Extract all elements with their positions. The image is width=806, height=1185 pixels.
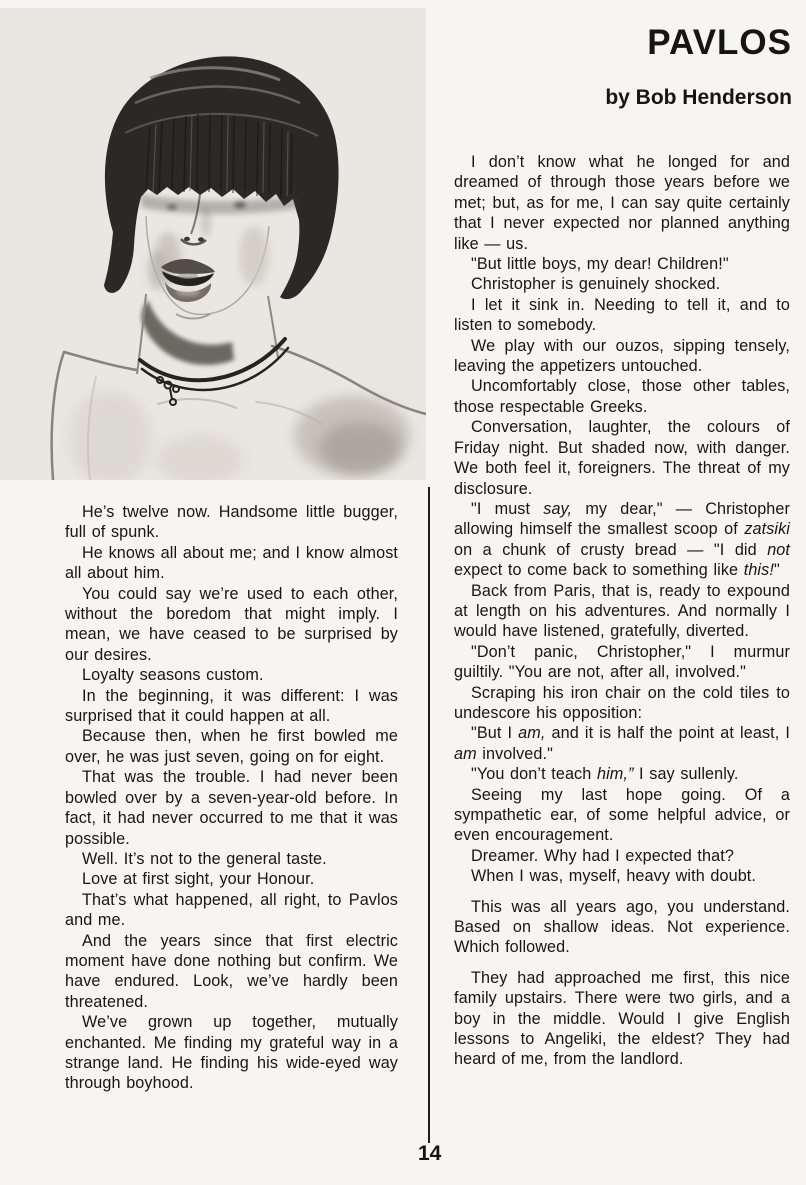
body-text: We play with our ouzos, sipping tensely, leaving the appetizers untouched. — [454, 336, 790, 376]
paragraph — [65, 543, 398, 584]
paragraph — [454, 417, 790, 499]
paragraph — [454, 295, 790, 336]
body-text: " — [773, 561, 780, 580]
body-text: He knows all about me; and I know almost all about him. — [65, 543, 398, 583]
body-text: involved." — [476, 744, 553, 763]
body-text: and it is half the point at least, I — [545, 724, 790, 743]
paragraph — [65, 1012, 398, 1094]
body-text: And the years since that first electric moment have done nothing but confirm. We have endured. Look, we’ve hardly been threatened. — [65, 931, 398, 1011]
boy-portrait-illustration — [0, 8, 426, 480]
paragraph — [454, 723, 790, 764]
body-text: Well. It’s not to the general taste. — [82, 849, 327, 868]
paragraph — [65, 767, 398, 849]
body-text: This was all years ago, you understand. Based on shallow ideas. Not experience. Which followed. — [454, 897, 790, 957]
body-text: Uncomfortably close, those other tables, those respectable Greeks. — [454, 377, 790, 416]
paragraph — [65, 931, 398, 1013]
body-text: Seeing my last hope going. Of a sympathetic ear, of some helpful advice, or even encouragement. — [454, 785, 790, 845]
paragraph — [454, 274, 790, 294]
right-text-column — [454, 152, 790, 1070]
paragraph — [454, 846, 790, 866]
body-text: You could say we’re used to each other, without the boredom that might imply. I mean, we have ceased to be surprised by our desires. — [65, 584, 398, 664]
body-text: When I was, myself, heavy with doubt. — [471, 867, 757, 886]
italic-text: am, — [518, 724, 546, 743]
body-text: That’s what happened, all right, to Pavlos and me. — [65, 890, 398, 930]
body-text: I say sullenly. — [633, 765, 739, 784]
body-text: expect to come back to something like — [454, 561, 744, 580]
paragraph — [454, 785, 790, 846]
body-text: We’ve grown up together, mutually enchanted. Me finding my grateful way in a strange land. He finding his wide-eyed way through boyhood. — [65, 1013, 398, 1093]
italic-text: this! — [743, 561, 774, 580]
body-text: "You don’t teach — [471, 765, 597, 784]
body-text: "But little boys, my dear! Children!" — [471, 255, 729, 274]
italic-text: zatsiki — [744, 520, 790, 539]
paragraph — [65, 890, 398, 931]
body-text: Because then, when he first bowled me over, he was just seven, going on for eight. — [65, 727, 398, 766]
body-text: Back from Paris, that is, ready to expound at length on his adventures. And normally I would have listened, gratefully, diverted. — [454, 581, 790, 641]
paragraph — [65, 502, 398, 543]
paragraph — [454, 683, 790, 724]
body-text: my dear," — Christopher allowing himself the smallest scoop of — [454, 499, 791, 539]
paragraph — [454, 866, 790, 886]
paragraph — [454, 152, 790, 254]
page-number: 14 — [418, 1142, 442, 1165]
left-text-column — [65, 502, 398, 1094]
paragraph — [454, 642, 790, 683]
paragraph — [454, 254, 790, 274]
paragraph — [65, 849, 398, 869]
italic-text: say, — [543, 499, 573, 518]
paragraph — [65, 665, 398, 685]
body-text: "Don’t panic, Christopher," I murmur guiltily. "You are not, after all, involved." — [454, 642, 790, 682]
body-text: Christopher is genuinely shocked. — [471, 275, 721, 294]
body-text: "I must — [471, 499, 544, 518]
italic-text: not — [767, 540, 790, 559]
paragraph — [454, 581, 790, 642]
paragraph — [65, 686, 398, 727]
body-text: Dreamer. Why had I expected that? — [471, 846, 734, 865]
body-text: Love at first sight, your Honour. — [82, 870, 315, 889]
paragraph — [65, 869, 398, 889]
body-text: Conversation, laughter, the colours of Friday night. But shaded now, with danger. We both feel it, foreigners. The threat of my disclosure. — [454, 418, 790, 498]
body-text: Loyalty seasons custom. — [82, 666, 264, 685]
body-text: on a chunk of crusty bread — "I did — [454, 540, 768, 559]
body-text: He’s twelve now. Handsome little bugger, full of spunk. — [65, 503, 398, 542]
paragraph — [454, 968, 790, 1070]
paragraph — [454, 764, 790, 784]
italic-text: him,” — [596, 765, 634, 784]
italic-text: am — [454, 744, 477, 763]
paragraph — [65, 726, 398, 767]
body-text: That was the trouble. I had never been bowled over by a seven-year-old before. In fact, it had never occurred to me that it was possible. — [65, 768, 398, 848]
title-block — [605, 0, 792, 110]
column-divider-rule — [428, 487, 430, 1143]
boy-portrait-sketch — [0, 8, 426, 480]
paragraph — [454, 376, 790, 417]
paragraph — [65, 584, 398, 666]
body-text: They had approached me first, this nice family upstairs. There were two girls, and a boy in the middle. Would I give English lessons to Angeliki, the eldest? They had heard of me, from the landlord. — [454, 968, 790, 1069]
body-text: In the beginning, it was different: I was surprised that it could happen at all. — [65, 686, 398, 726]
body-text: "But I — [471, 724, 519, 743]
body-text: Scraping his iron chair on the cold tiles to undescore his opposition: — [454, 683, 790, 722]
paragraph — [454, 499, 790, 581]
byline: by Bob Henderson — [605, 85, 792, 109]
paragraph — [454, 336, 790, 377]
paragraph — [454, 897, 790, 958]
body-text: I don’t know what he longed for and dreamed of through those years before we met; but, as for me, I can say quite certainly that I never expected nor planned anything like — us. — [454, 153, 790, 253]
page-title: PAVLOS — [647, 23, 792, 62]
body-text: I let it sink in. Needing to tell it, and to listen to somebody. — [454, 295, 790, 335]
